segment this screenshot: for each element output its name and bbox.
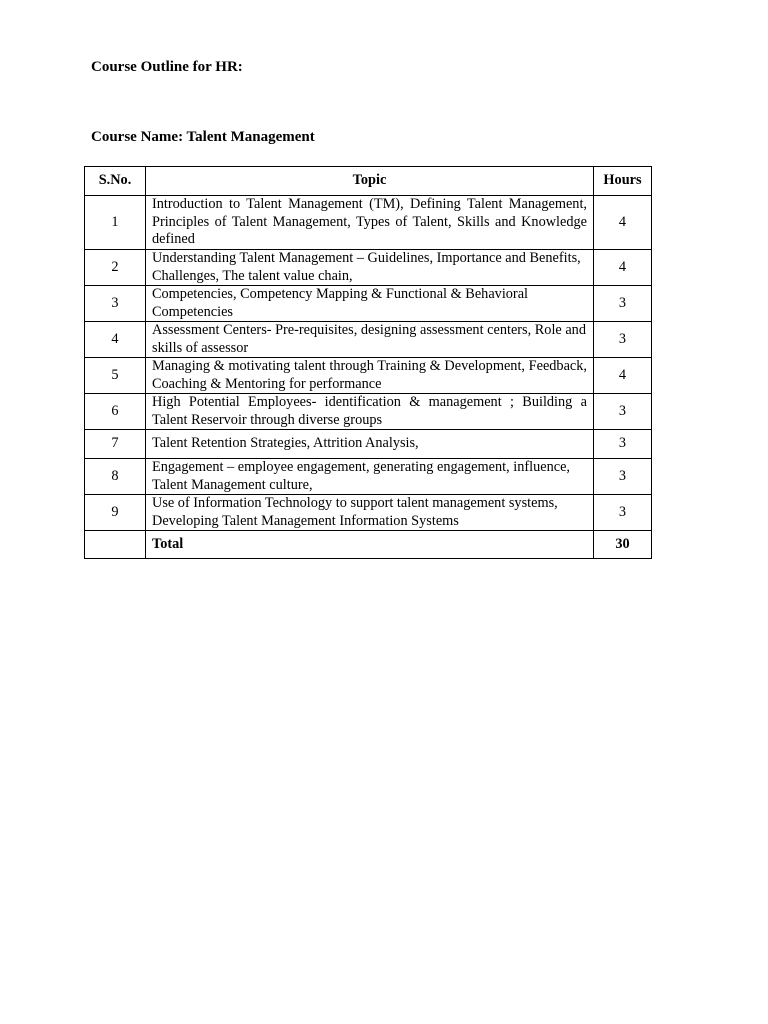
row-hours: 4 <box>594 358 652 394</box>
row-sno: 2 <box>85 250 146 286</box>
header-topic: Topic <box>146 167 594 196</box>
row-sno: 6 <box>85 394 146 430</box>
row-hours: 3 <box>594 286 652 322</box>
row-sno: 5 <box>85 358 146 394</box>
total-row <box>85 531 652 559</box>
row-sno: 1 <box>85 196 146 250</box>
row-sno: 7 <box>85 430 146 459</box>
row-hours: 3 <box>594 322 652 358</box>
header-sno: S.No. <box>85 167 146 196</box>
course-outline-table <box>84 166 652 559</box>
row-topic: Assessment Centers- Pre-requisites, designing assessment centers, Role and skills of assessor <box>146 322 594 358</box>
row-hours: 4 <box>594 250 652 286</box>
table-row <box>85 430 652 459</box>
table-header-row <box>85 167 652 196</box>
row-topic: Engagement – employee engagement, generating engagement, influence, Talent Management culture, <box>146 459 594 495</box>
document-heading: Course Outline for HR: <box>91 59 243 75</box>
row-hours: 3 <box>594 430 652 459</box>
row-hours: 3 <box>594 495 652 531</box>
row-hours: 3 <box>594 459 652 495</box>
table-row <box>85 459 652 495</box>
table-row <box>85 495 652 531</box>
row-topic: Understanding Talent Management – Guidelines, Importance and Benefits, Challenges, The talent value chain, <box>146 250 594 286</box>
table-row <box>85 322 652 358</box>
row-topic: Talent Retention Strategies, Attrition Analysis, <box>146 430 594 459</box>
total-hours: 30 <box>594 531 652 559</box>
table-row <box>85 358 652 394</box>
row-topic: Competencies, Competency Mapping & Functional & Behavioral Competencies <box>146 286 594 322</box>
row-sno: 3 <box>85 286 146 322</box>
row-sno: 9 <box>85 495 146 531</box>
course-name-heading: Course Name: Talent Management <box>91 129 315 145</box>
table-row <box>85 250 652 286</box>
total-label: Total <box>146 531 594 559</box>
row-topic: High Potential Employees- identification & management ; Building a Talent Reservoir through diverse groups <box>146 394 594 430</box>
table-row <box>85 394 652 430</box>
row-topic: Use of Information Technology to support talent management systems, Developing Talent Management Information Systems <box>146 495 594 531</box>
table-row <box>85 196 652 250</box>
header-hours: Hours <box>594 167 652 196</box>
total-empty-cell <box>85 531 146 559</box>
row-hours: 3 <box>594 394 652 430</box>
row-topic: Introduction to Talent Management (TM), Defining Talent Management, Principles of Talent Management, Types of Talent, Skills and Knowledge defined <box>146 196 594 250</box>
row-sno: 4 <box>85 322 146 358</box>
table-row <box>85 286 652 322</box>
row-sno: 8 <box>85 459 146 495</box>
row-hours: 4 <box>594 196 652 250</box>
row-topic: Managing & motivating talent through Training & Development, Feedback, Coaching & Mentoring for performance <box>146 358 594 394</box>
